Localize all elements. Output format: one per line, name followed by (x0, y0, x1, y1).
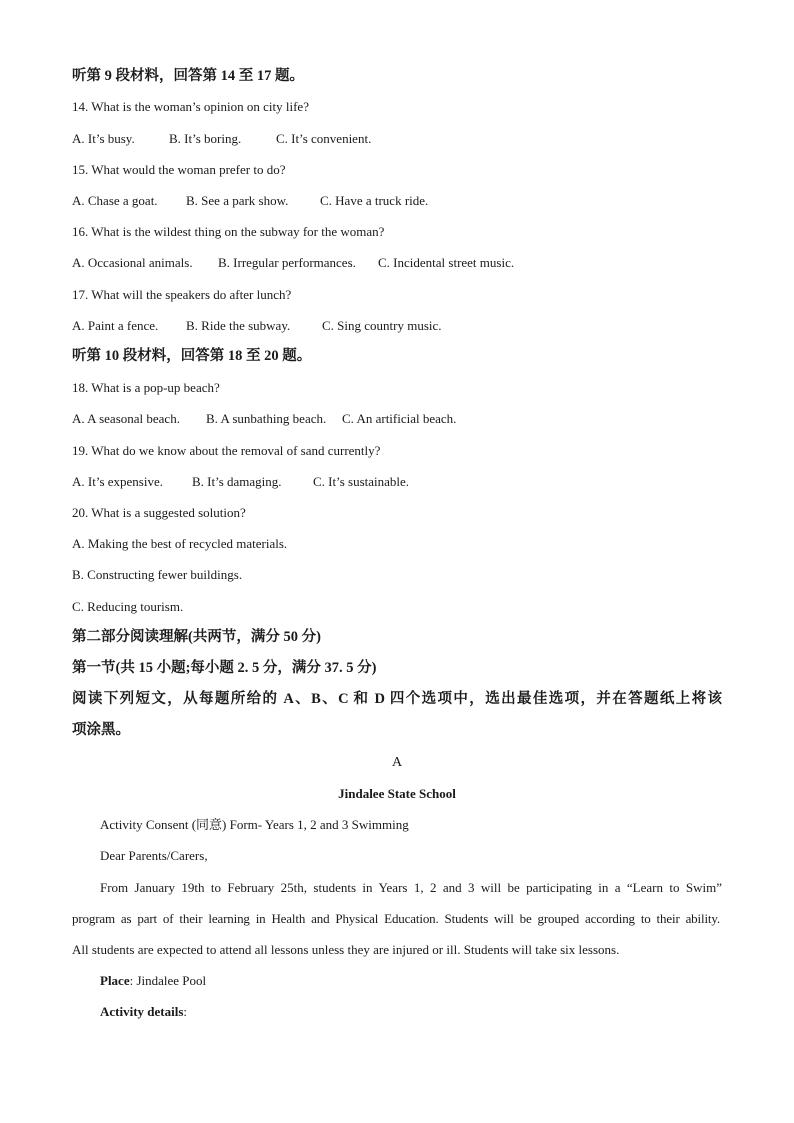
option-b: B. It’s boring. (169, 131, 242, 146)
greeting: Dear Parents/Carers, (100, 848, 208, 863)
option-c: C. Sing country music. (322, 318, 442, 333)
option-b: B. Ride the subway. (186, 318, 291, 333)
option-a: A. A seasonal beach. (72, 411, 180, 426)
question-19: 19. What do we know about the removal of sand currently? (72, 443, 381, 458)
section1-heading: 第一节(共 15 小题;每小题 2. 5 分，满分 37. 5 分) (72, 660, 377, 676)
activity-details-label: Activity details (100, 1004, 184, 1019)
question-17: 17. What will the speakers do after lunch? (72, 287, 292, 302)
passage-letter: A (391, 755, 403, 770)
option-c: C. It’s sustainable. (313, 474, 410, 489)
place-value: : Jindalee Pool (129, 973, 207, 988)
option-a: A. It’s busy. (72, 131, 135, 146)
form-line: Activity Consent (同意) Form- Years 1, 2 and 3 Swimming (100, 817, 409, 832)
option-b: B. A sunbathing beach. (206, 411, 327, 426)
option-b: B. See a park show. (186, 193, 289, 208)
place-line (100, 972, 722, 990)
option-c: C. Reducing tourism. (72, 599, 184, 614)
section10-heading: 听第 10 段材料，回答第 18 至 20 题。 (72, 348, 312, 364)
question-20: 20. What is a suggested solution? (72, 505, 246, 520)
options-16 (72, 254, 722, 272)
paragraph-line-3: All students are expected to attend all lessons unless they are injured or ill. Students will take six lessons. (72, 942, 620, 957)
place-label: Place (100, 973, 130, 988)
section9-heading: 听第 9 段材料，回答第 14 至 17 题。 (72, 68, 304, 84)
option-a: A. Making the best of recycled materials. (72, 536, 288, 551)
options-19 (72, 473, 722, 491)
paragraph-line-1: From January 19th to February 25th, students in Years 1, 2 and 3 will be participating in a “Learn to Swim” (100, 880, 722, 895)
option-a: A. Chase a goat. (72, 193, 158, 208)
option-b: B. It’s damaging. (192, 474, 282, 489)
option-b: B. Constructing fewer buildings. (72, 567, 243, 582)
options-15 (72, 192, 722, 210)
option-a: A. Paint a fence. (72, 318, 159, 333)
activity-details-colon: : (183, 1004, 188, 1019)
options-17 (72, 317, 722, 335)
question-18: 18. What is a pop-up beach? (72, 380, 220, 395)
instruction-line-1: 阅读下列短文，从每题所给的 A、B、C 和 D 四个选项中，选出最佳选项，并在答题纸上将该 (72, 691, 722, 707)
option-a: A. Occasional animals. (72, 255, 193, 270)
activity-details-line (100, 1003, 722, 1021)
options-14 (72, 130, 722, 148)
instruction-line-2: 项涂黑。 (72, 722, 130, 738)
question-15: 15. What would the woman prefer to do? (72, 162, 286, 177)
question-16: 16. What is the wildest thing on the subway for the woman? (72, 224, 385, 239)
option-c: C. Incidental street music. (378, 255, 515, 270)
question-14: 14. What is the woman’s opinion on city life? (72, 99, 309, 114)
option-a: A. It’s expensive. (72, 474, 163, 489)
paragraph-line-2: program as part of their learning in Health and Physical Education. Students will be grouped according to their ability. (72, 911, 720, 926)
part2-heading: 第二部分阅读理解(共两节，满分 50 分) (72, 629, 321, 645)
option-c: C. Have a truck ride. (320, 193, 429, 208)
options-18 (72, 410, 722, 428)
option-b: B. Irregular performances. (218, 255, 356, 270)
option-c: C. It’s convenient. (276, 131, 372, 146)
passage-title: Jindalee State School (338, 786, 456, 801)
option-c: C. An artificial beach. (342, 411, 457, 426)
